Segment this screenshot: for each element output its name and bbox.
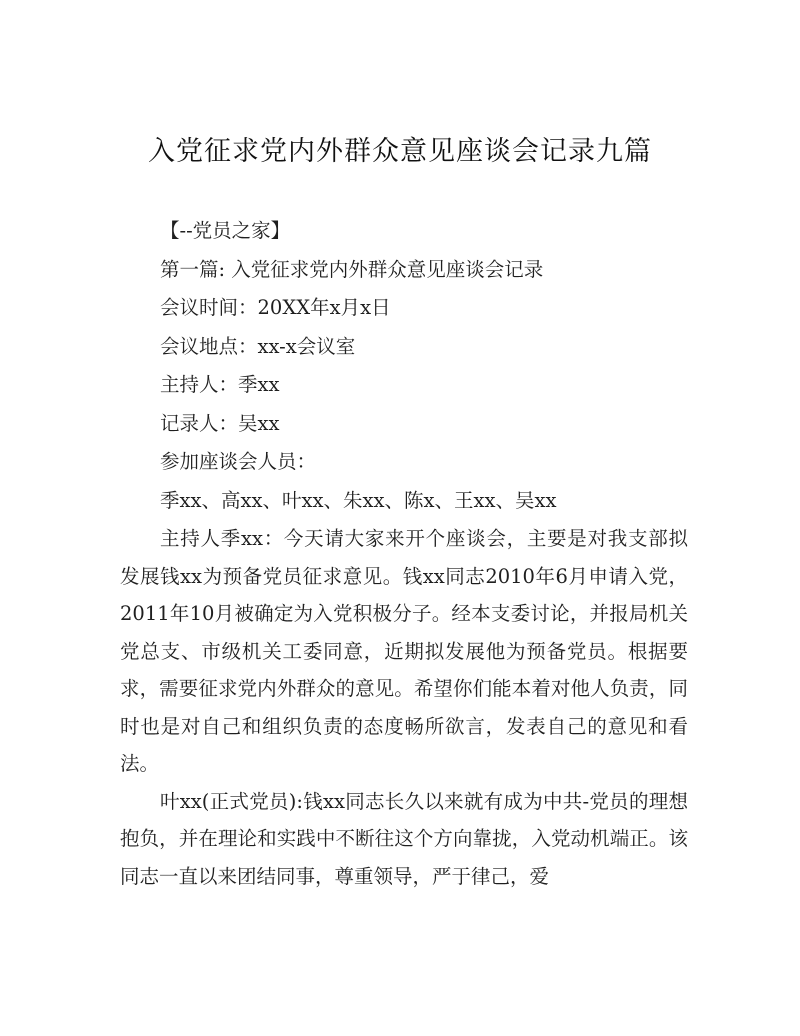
chapter-heading: 第一篇: 入党征求党内外群众意见座谈会记录 [160, 257, 544, 281]
document-title: 入党征求党内外群众意见座谈会记录九篇 [148, 136, 652, 167]
paragraph-ye-remarks: 叶xx(正式党员):钱xx同志长久以来就有成为中共-党员的理想抱负，并在理论和实践中不断往这个方向靠拢，入党动机端正。该同志一直以来团结同事，尊重领导，严于律己，爱 [120, 789, 688, 888]
meeting-time: 会议时间：20XX年x月x日 [160, 296, 391, 319]
source-tag: 【--党员之家】 [160, 219, 291, 242]
recorder-line: 记录人：吴xx [160, 411, 280, 435]
document-body [120, 212, 688, 895]
attendees-list: 季xx、高xx、叶xx、朱xx、陈x、王xx、吴xx [160, 488, 557, 512]
host-line: 主持人：季xx [160, 373, 280, 396]
paragraph-host-remarks: 主持人季xx：今天请大家来开个座谈会，主要是对我支部拟发展钱xx为预备党员征求意见。钱xx同志2010年6月申请入党，2011年10月被确定为入党积极分子。经本支委讨论，并报局机关党总支、市级机关工委同意，近期拟发展他为预备党员。根据要求，需要征求党内外群众的意见。希望你们能本着对他人负责，同时也是对自己和组织负责的态度畅所欲言，发表自己的意见和看法。 [120, 527, 688, 775]
attendees-label: 参加座谈会人员： [160, 450, 317, 473]
meeting-place: 会议地点：xx-x会议室 [160, 334, 356, 358]
